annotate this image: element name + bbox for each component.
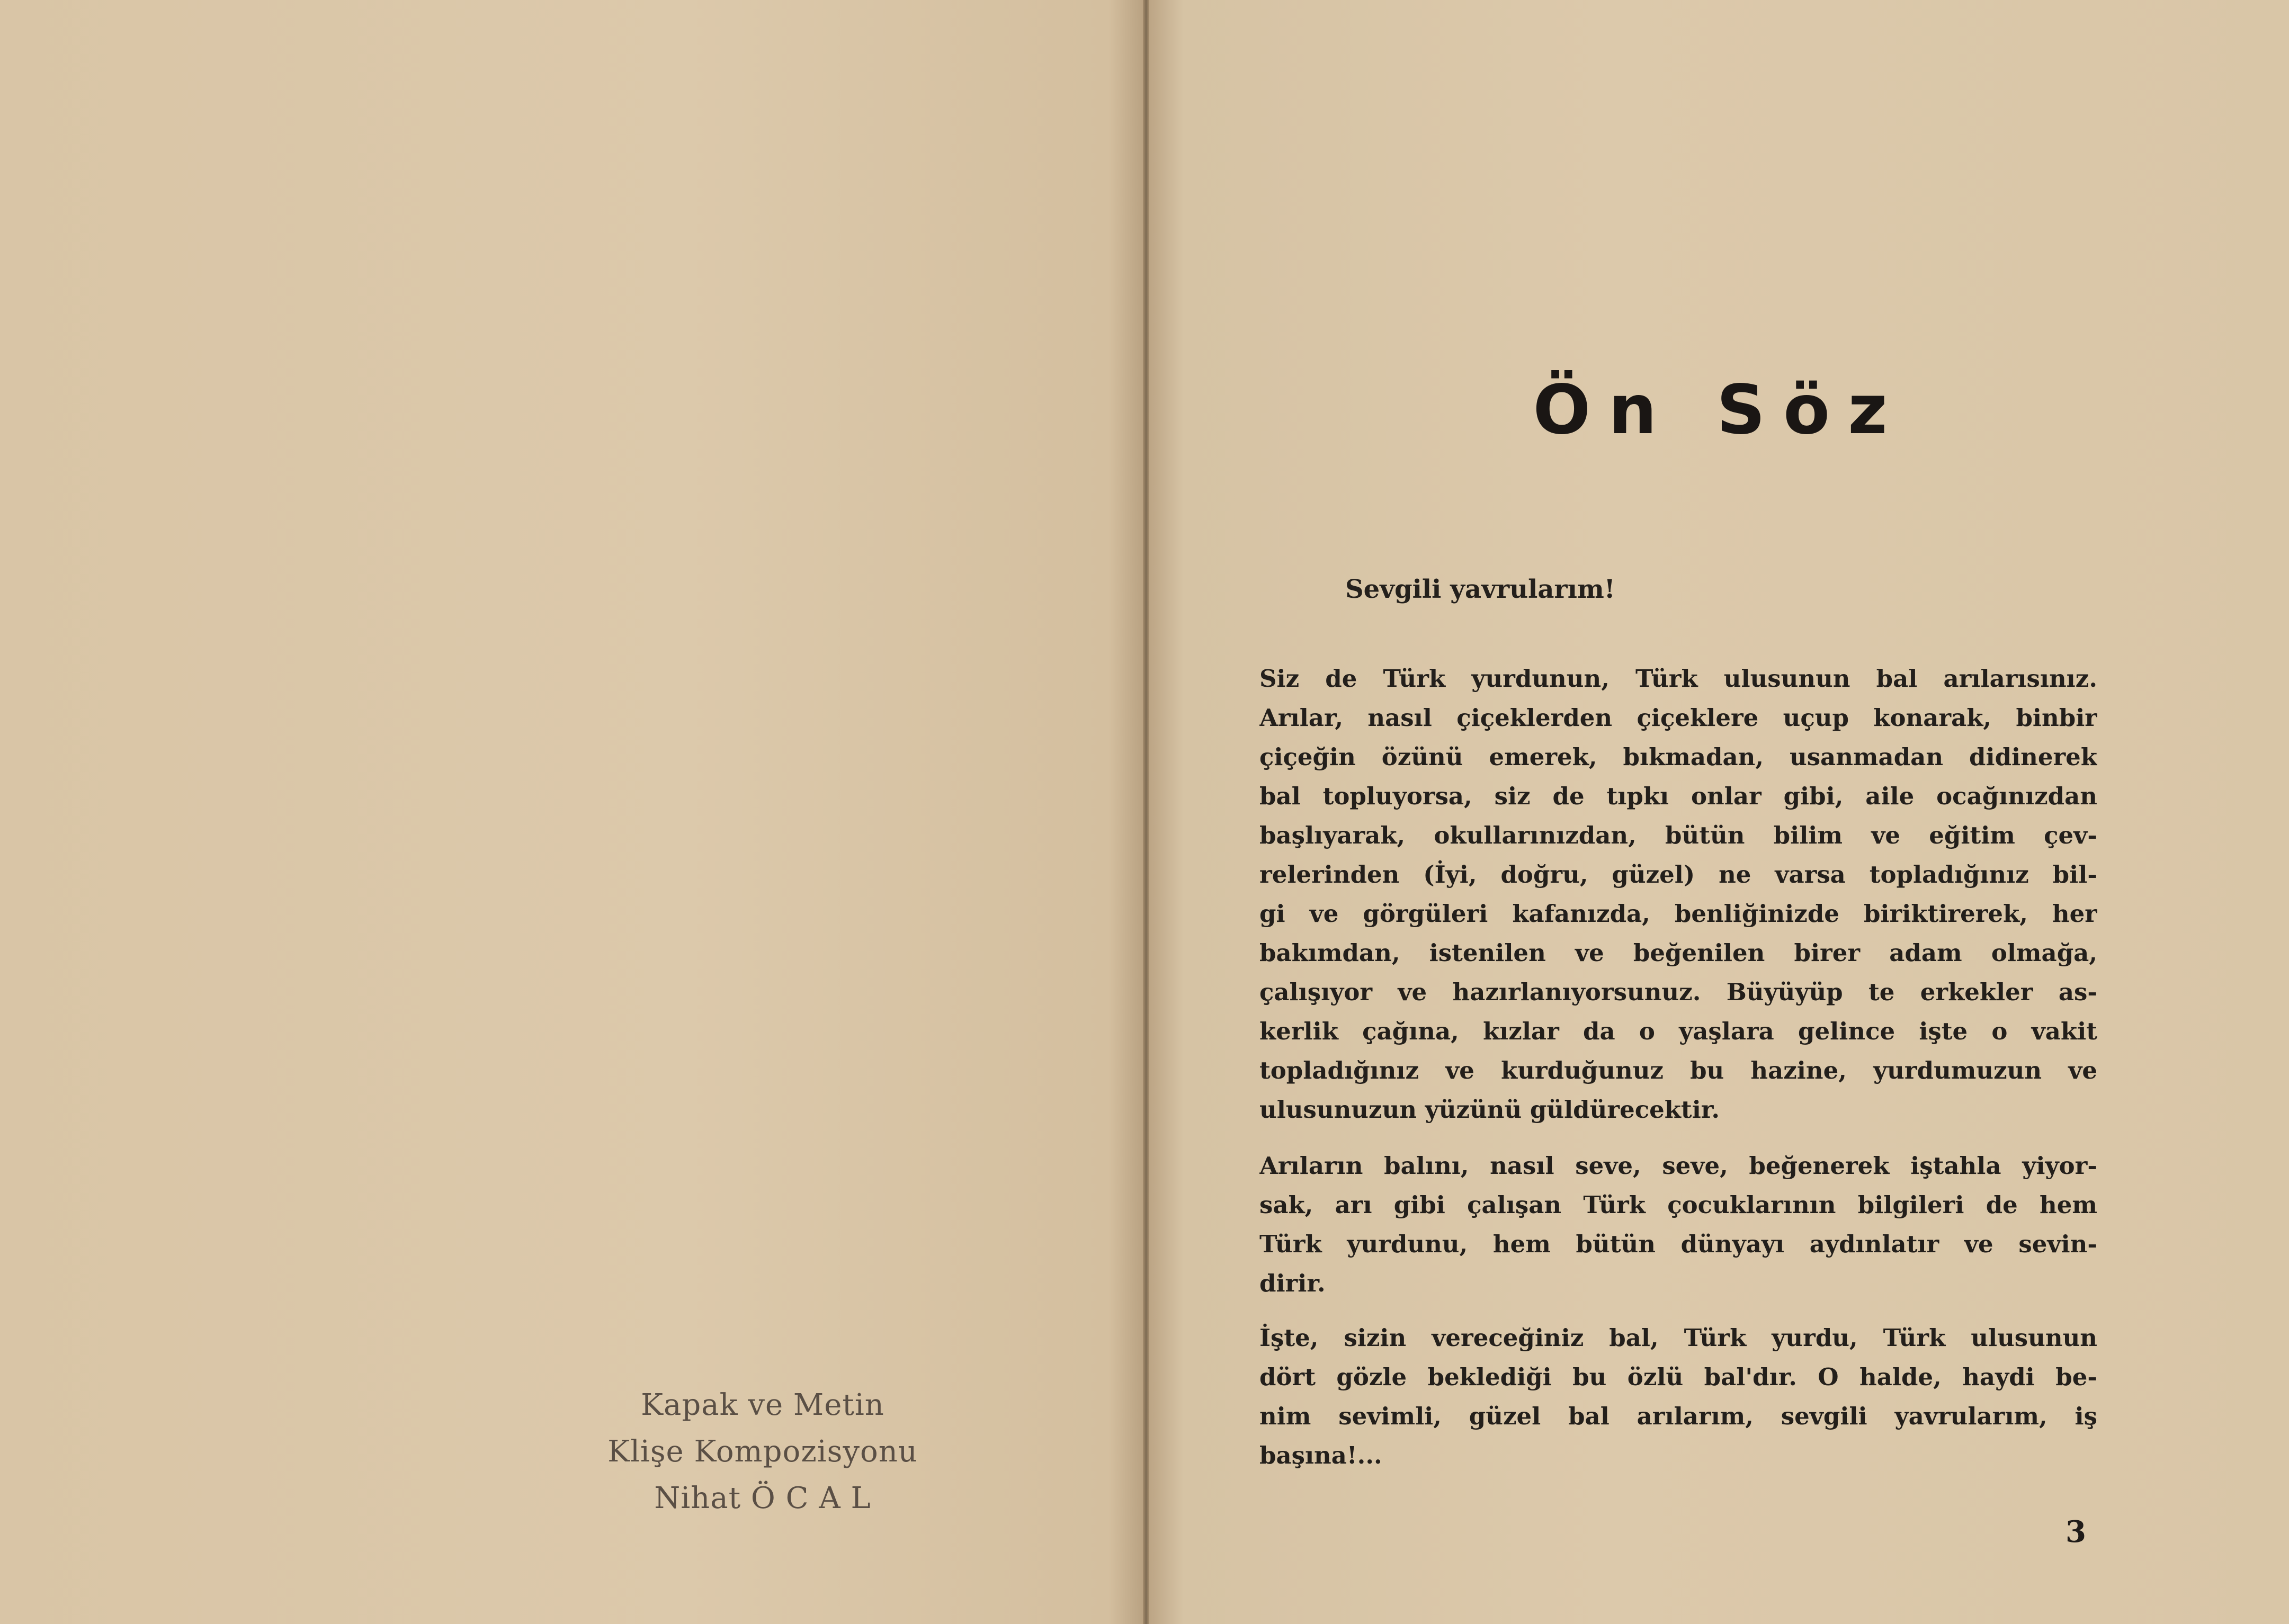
text-line: bakımdan, istenilen ve beğenilen birer adam olmağa, (1259, 939, 2097, 967)
text-line: çiçeğin özünü emerek, bıkmadan, usanmadan didinerek (1259, 743, 2097, 771)
text-line: İşte, sizin vereceğiniz bal, Türk yurdu, Türk ulusunun (1259, 1324, 2097, 1352)
text-line: Türk yurdunu, hem bütün dünyayı aydınlatır ve sevin- (1259, 1230, 2097, 1258)
book-gutter (1143, 0, 1149, 1624)
text-line: sak, arı gibi çalışan Türk çocuklarının bilgileri de hem (1259, 1191, 2097, 1219)
left-page (0, 0, 1143, 1624)
text-line: topladığınız ve kurduğunuz bu hazine, yurdumuzun ve (1259, 1056, 2097, 1084)
text-line: gi ve görgüleri kafanızda, benliğinizde biriktirerek, her (1259, 900, 2097, 928)
credits-line: Klişe Kompozisyonu (607, 1434, 918, 1469)
text-line: nim sevimli, güzel bal arılarım, sevgili yavrularım, iş (1259, 1402, 2097, 1430)
credits-block (561, 1382, 964, 1522)
text-line: başlıyarak, okullarınızdan, bütün bilim ve eğitim çev- (1259, 821, 2097, 849)
text-line: bal topluyorsa, siz de tıpkı onlar gibi, aile ocağınızdan (1259, 782, 2097, 810)
paragraph-3 (1259, 1318, 2097, 1475)
page-number: 3 (2066, 1514, 2086, 1549)
text-line: Arılar, nasıl çiçeklerden çiçeklere uçup konarak, binbir (1259, 704, 2097, 732)
greeting-line: Sevgili yavrularım! (1345, 575, 1615, 604)
text-line: başına!... (1259, 1441, 1382, 1469)
text-line: dört gözle beklediği bu özlü bal'dır. O halde, haydi be- (1259, 1363, 2097, 1391)
text-line: çalışıyor ve hazırlanıyorsunuz. Büyüyüp te erkekler as- (1259, 978, 2097, 1006)
text-line: Arıların balını, nasıl seve, seve, beğenerek iştahla yiyor- (1259, 1152, 2097, 1180)
credits-line: Nihat Ö C A L (654, 1481, 871, 1515)
credits-line: Kapak ve Metin (641, 1388, 884, 1422)
text-line: relerinden (İyi, doğru, güzel) ne varsa topladığınız bil- (1259, 860, 2097, 889)
paragraph-2 (1259, 1146, 2097, 1303)
text-line: ulusunuzun yüzünü güldürecektir. (1259, 1096, 1720, 1124)
page-title: Ön Söz (1533, 371, 1906, 450)
text-line: Siz de Türk yurdunun, Türk ulusunun bal arılarısınız. (1259, 665, 2097, 693)
paragraph-1 (1259, 659, 2097, 1129)
text-line: kerlik çağına, kızlar da o yaşlara gelince işte o vakit (1259, 1017, 2097, 1045)
text-line: dirir. (1259, 1269, 1326, 1297)
